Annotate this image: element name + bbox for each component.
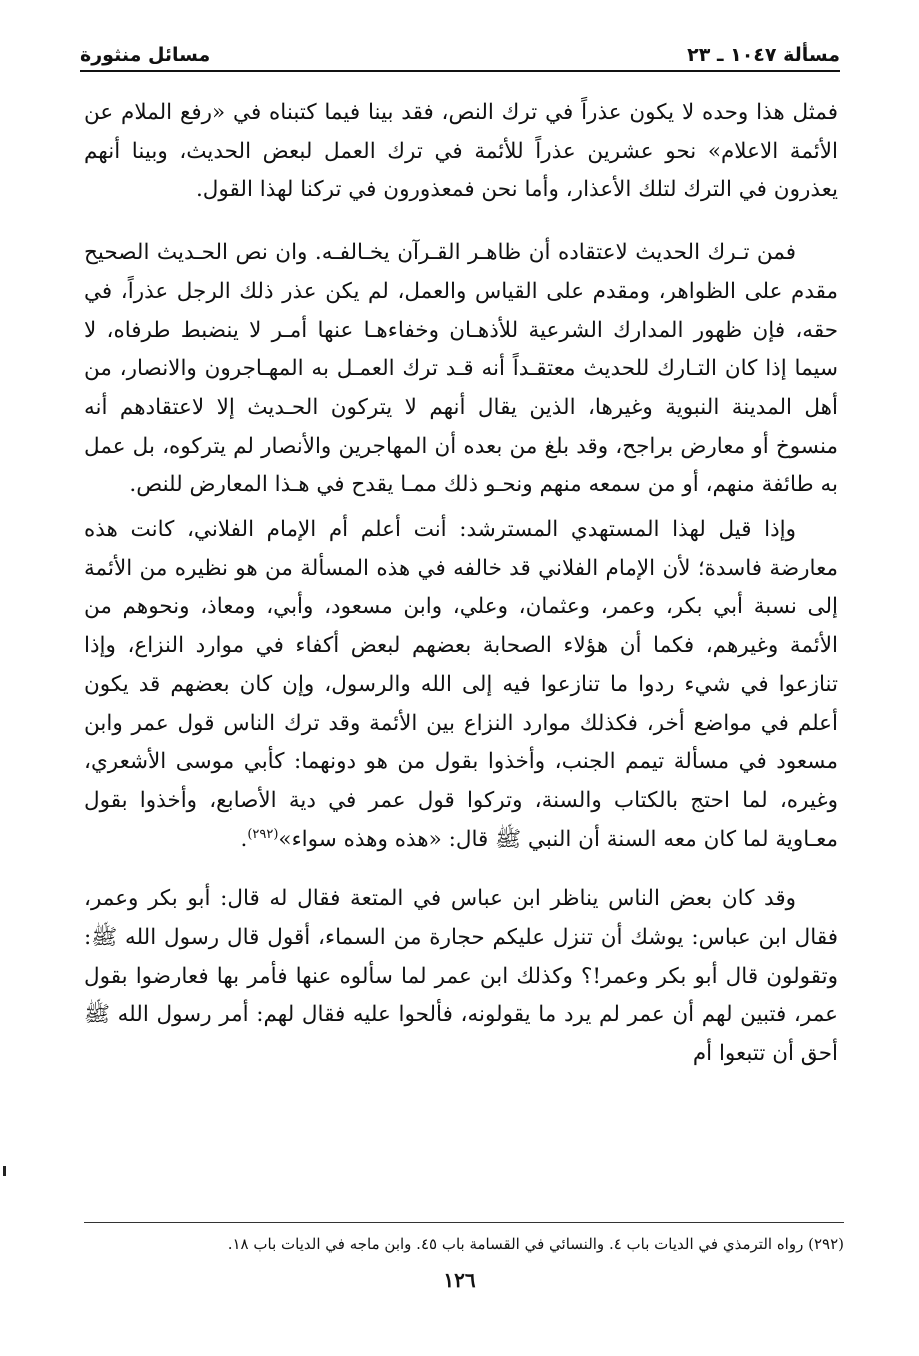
paragraph-4: وقد كان بعض الناس يناظر ابن عباس في المتعة فقال له قال: أبو بكر وعمر، فقال ابن عباس: يوشك أن تنزل عليكم حجارة من السماء، أقول قال رسول الله ﷺ: وتقولون قال أبو بكر وعمر!؟ وكذلك ابن عمر لما سألوه عنها فأمر بها فعارضوا بقول عمر، فتبين لهم أن عمر لم يرد ما يقولونه، فألحوا عليه فقال لهم: أمر رسول الله ﷺ أحق أن تتبعوا أم [84,886,838,1067]
header-rule [80,70,840,72]
paragraph-3 [84,511,838,859]
header-section-title: مسائل منثورة [80,44,211,66]
footnote-rule [84,1222,844,1223]
body-text [84,94,838,1074]
footnote-reference[interactable]: (٢٩٢) [247,826,279,842]
paragraph-2: فمن تـرك الحديث لاعتقاده أن ظاهـر القـرآن يخـالفـه. وان نص الحـديث الصحيح مقدم على الظواهر، ومقدم على القياس والعمل، لم يكن عذر ذلك الرجل عذراً، في حقه، فإن ظهور المدارك الشرعية للأذهـان وخفاءهـا عنها أمـر لا ينضبط طرفاه، لا سيما إذا كان التـارك للحديث معتقـداً أنه قـد ترك العمـل به المهـاجرون والانصار، من أهل المدينة النبوية وغيرها، الذين يقال أنهم لا يتركون الحـديث إلا لاعتقادهم أنه منسوخ أو معارض براجح، وقد بلغ من بعده أن المهاجرين والأنصار لم يتركوه، بل عمل به طائفة منهم، أو من سمعه منهم ونحـو ذلك ممـا يقدح في هـذا المعارض للنص. [84,240,838,498]
running-header [80,30,840,66]
page-number: ١٢٦ [443,1268,476,1292]
paragraph-1: فمثل هذا وحده لا يكون عذراً في ترك النص، فقد بينا فيما كتبناه في «رفع الملام عن الأئمة الاعلام» نحو عشرين عذراً للأئمة في ترك العمل لبعض الحديث، وبينا أنهم يعذرون في الترك لتلك الأعذار، وأما نحن فمعذورون في تركنا لهذا القول. [84,100,838,203]
paragraph-3-end: . [240,826,248,852]
paragraph-3-text: وإذا قيل لهذا المستهدي المسترشد: أنت أعلم أم الإمام الفلاني، كانت هذه معارضة فاسدة؛ لأن الإمام الفلاني قد خالفه في هذه المسألة من هو نظيره من الأئمة إلى نسبة أبي بكر، وعمر، وعثمان، وعلي، وابن مسعود، وأبي، ومعاذ، ونحوهم من الأئمة وغيرهم، فكما أن هؤلاء الصحابة بعضهم لبعض أكفاء في موارد النزاع، وإذا تنازعوا في شيء ردوا ما تنازعوا فيه إلى الله والرسول، وإن كان بعضهم قد يكون أعلم في مواضع أخر، فكذلك موارد النزاع بين الأئمة وقد ترك الناس قول عمر وابن مسعود في مسألة تيمم الجنب، وأخذوا بقول من هو دونهما: كأبي موسى الأشعري، وغيره، لما احتج بالكتاب والسنة، وتركوا قول عمر في دية الأصابع، وأخذوا بقول معـاوية لما كان معه السنة أن النبي ﷺ قال: «هذه وهذه سواء» [84,517,838,852]
header-issue-number: مسألة ١٠٤٧ ـ ٢٣ [687,44,840,66]
footnote: (٢٩٢) رواه الترمذي في الديات باب ٤. والنسائي في القسامة باب ٤٥. وابن ماجه في الديات باب ١٨. [227,1235,844,1253]
margin-mark [3,1166,6,1176]
